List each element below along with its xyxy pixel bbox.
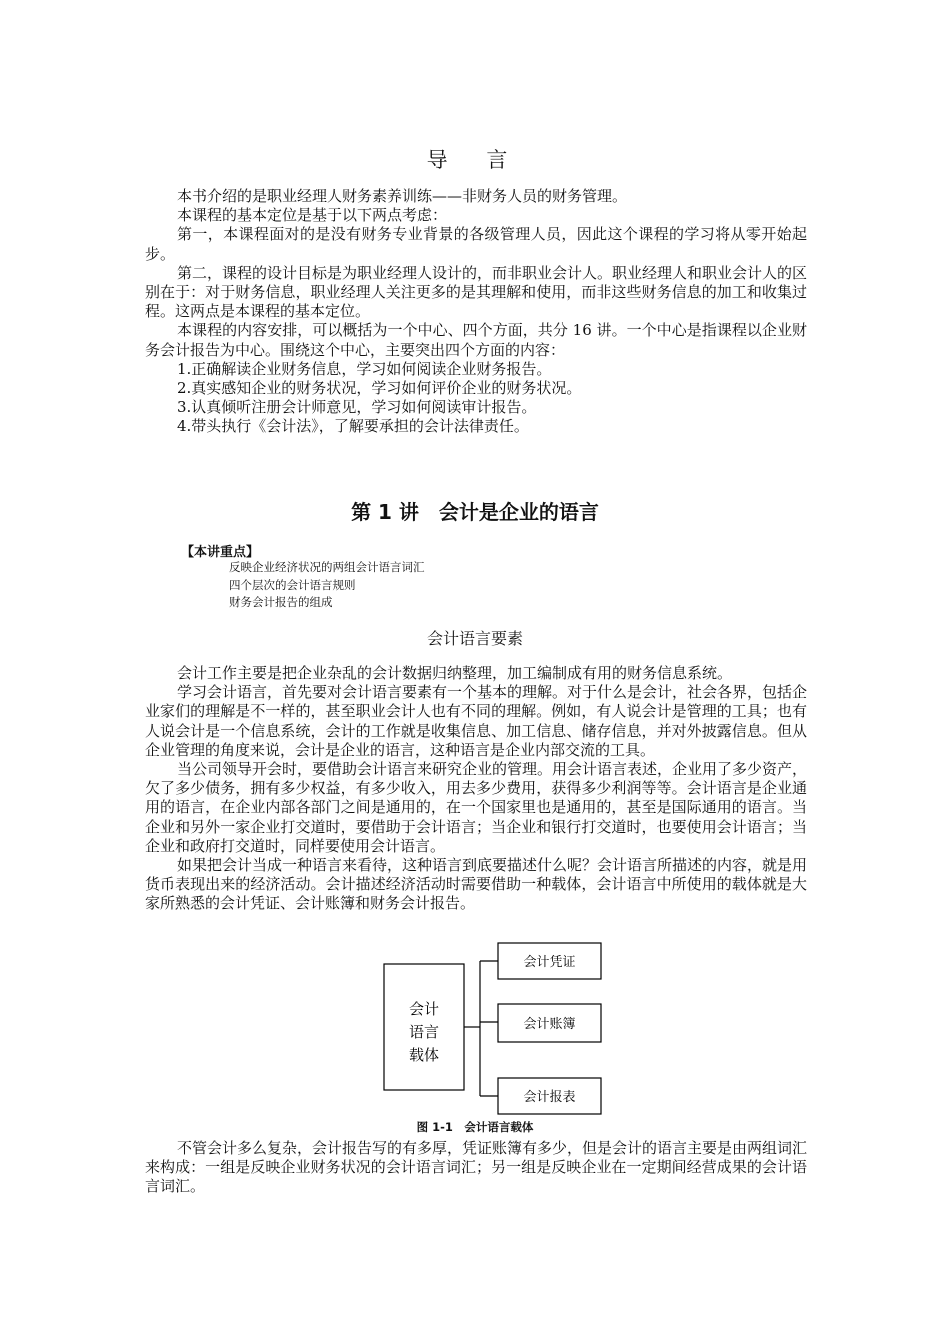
body-paragraph: 当公司领导开会时，要借助会计语言来研究企业的管理。用会计语言表述，企业用了多少资产，欠了多少债务，拥有多少权益，有多少收入，用去多少费用，获得多少利润等等。会计语言是企业通用的语言，在企业内部各部门之间是通用的，在一个国家里也是通用的，甚至是国际通用的语言。当企业和另外一家企业打交道时，要借助于会计语言；当企业和银行打交道时，也要使用会计语言；当企业和政府打交道时，同样要使用会计语言。	[145, 760, 808, 855]
key-point-item: 财务会计报告的组成	[229, 595, 333, 609]
body-paragraph: 学习会计语言，首先要对会计语言要素有一个基本的理解。对于什么是会计，社会各界，包括企业家们的理解是不一样的，甚至职业会计人也有不同的理解。例如，有人说会计是管理的工具；也有人说会计是一个信息系统，会计的工作就是收集信息、加工信息、储存信息，并对外披露信息。但从企业管理的角度来说，会计是企业的语言，这种语言是企业内部交流的工具。	[145, 683, 808, 759]
intro-list-item: 4.带头执行《会计法》，了解要承担的会计法律责任。	[177, 417, 529, 436]
diagram-branch-label: 会计凭证	[523, 955, 576, 970]
body-paragraph: 如果把会计当成一种语言来看待，这种语言到底要描述什么呢？会计语言所描述的内容，就是用货币表现出来的经济活动。会计描述经济活动时需要借助一种载体，会计语言中所使用的载体就是大家所熟悉的会计凭证、会计账簿和财务会计报告。	[145, 856, 808, 913]
lecture-title: 第 1 讲 会计是企业的语言	[351, 500, 599, 524]
key-points-title: 【本讲重点】	[181, 545, 260, 560]
intro-list-item: 2.真实感知企业的财务状况，学习如何评价企业的财务状况。	[177, 379, 582, 398]
body-paragraph: 会计工作主要是把企业杂乱的会计数据归纳整理，加工编制成有用的财务信息系统。	[177, 664, 733, 682]
accounting-carrier-diagram	[380, 940, 610, 1118]
section-title: 会计语言要素	[426, 629, 523, 648]
diagram-branch-label: 会计报表	[523, 1090, 576, 1105]
intro-paragraph: 本书介绍的是职业经理人财务素养训练——非财务人员的财务管理。	[177, 187, 628, 205]
intro-body	[145, 187, 807, 437]
section-body	[145, 664, 807, 914]
body-paragraph: 不管会计多么复杂，会计报告写的有多厚，凭证账簿有多少，但是会计的语言主要是由两组词汇来构成：一组是反映企业财务状况的会计语言词汇；另一组是反映企业在一定期间经营成果的会计语言词汇。	[145, 1139, 808, 1196]
diagram-root-line: 语言	[408, 1023, 440, 1041]
intro-paragraph: 第二，课程的设计目标是为职业经理人设计的，而非职业会计人。职业经理人和职业会计人的区别在于：对于财务信息，职业经理人关注更多的是其理解和使用，而非这些财务信息的加工和收集过程。这两点是本课程的基本定位。	[145, 263, 808, 321]
intro-title: 导 言	[426, 148, 524, 172]
key-points-list	[229, 559, 425, 612]
diagram-branch-label: 会计账簿	[523, 1017, 576, 1032]
key-point-item: 反映企业经济状况的两组会计语言词汇	[229, 560, 425, 574]
intro-list-item: 1.正确解读企业财务信息，学习如何阅读企业财务报告。	[177, 359, 552, 378]
section-body-continued	[145, 1139, 807, 1197]
figure-caption: 图 1-1 会计语言载体	[416, 1120, 534, 1134]
intro-paragraph: 本课程的内容安排，可以概括为一个中心、四个方面，共分 16 讲。一个中心是指课程以企业财务会计报告为中心。围绕这个中心，主要突出四个方面的内容：	[145, 321, 807, 359]
intro-paragraph: 本课程的基本定位是基于以下两点考虑：	[177, 206, 448, 225]
diagram-root-line: 会计	[408, 1000, 440, 1018]
diagram-root-line: 载体	[408, 1046, 440, 1064]
intro-list-item: 3.认真倾听注册会计师意见，学习如何阅读审计报告。	[177, 398, 537, 417]
intro-paragraph: 第一，本课程面对的是没有财务专业背景的各级管理人员，因此这个课程的学习将从零开始起步。	[145, 225, 807, 263]
key-point-item: 四个层次的会计语言规则	[229, 577, 356, 592]
